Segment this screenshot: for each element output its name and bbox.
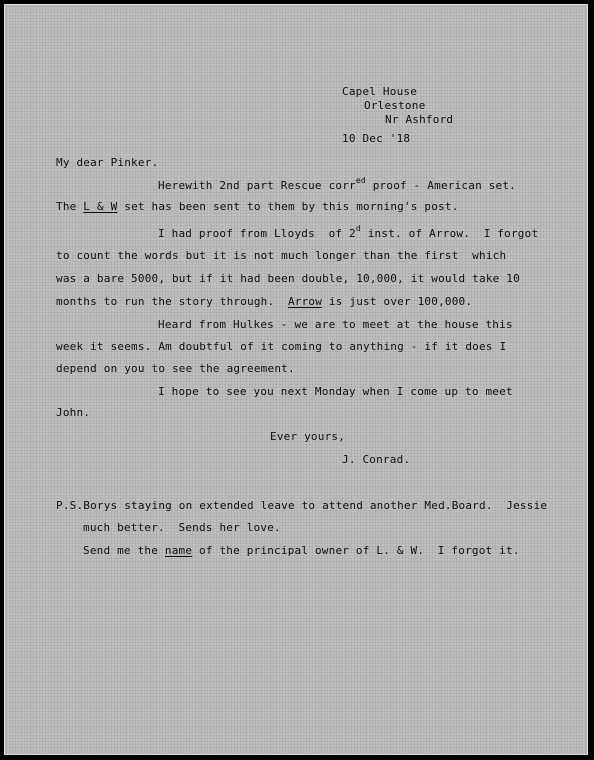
paragraph-4-line-1: I hope to see you next Monday when I come up to meet: [158, 385, 513, 398]
paragraph-1-line-1: Herewith 2nd part Rescue corr$^{ed}$ proof - American set.: [158, 176, 517, 192]
address-line-1: Capel House: [342, 85, 418, 98]
closing: Ever yours,: [270, 430, 346, 443]
paragraph-2-line-3: was a bare 5000, but if it had been double, 10,000, it would take 10: [56, 272, 520, 285]
paragraph-4-line-2: John.: [56, 406, 91, 419]
address-line-2: Orlestone: [364, 99, 426, 112]
postscript-line-2: much better. Sends her love.: [83, 521, 281, 534]
paragraph-3-line-2: week it seems. Am doubtful of it coming to anything - if it does I: [56, 340, 507, 353]
postscript-line-1: P.S.Borys staying on extended leave to attend another Med.Board. Jessie: [56, 499, 548, 512]
paragraph-2-line-1: I had proof from Lloyds of 2$^d$ inst. of Arrow. I forgot: [158, 224, 539, 240]
letter-page: [5, 5, 587, 754]
postscript-line-3: Send me the name of the principal owner of L. & W. I forgot it.: [83, 544, 520, 557]
signature: J. Conrad.: [342, 453, 411, 466]
paragraph-2-line-4: months to run the story through. Arrow is just over 100,000.: [56, 295, 473, 308]
paragraph-2-line-2: to count the words but it is not much longer than the first which: [56, 249, 507, 262]
paragraph-3-line-3: depend on you to see the agreement.: [56, 362, 295, 375]
paragraph-3-line-1: Heard from Hulkes - we are to meet at the house this: [158, 318, 513, 331]
address-line-3: Nr Ashford: [385, 113, 454, 126]
paragraph-1-line-2: The L & W set has been sent to them by this morning's post.: [56, 200, 459, 213]
letter-date: 10 Dec '18: [342, 132, 411, 145]
salutation: My dear Pinker.: [56, 156, 159, 169]
